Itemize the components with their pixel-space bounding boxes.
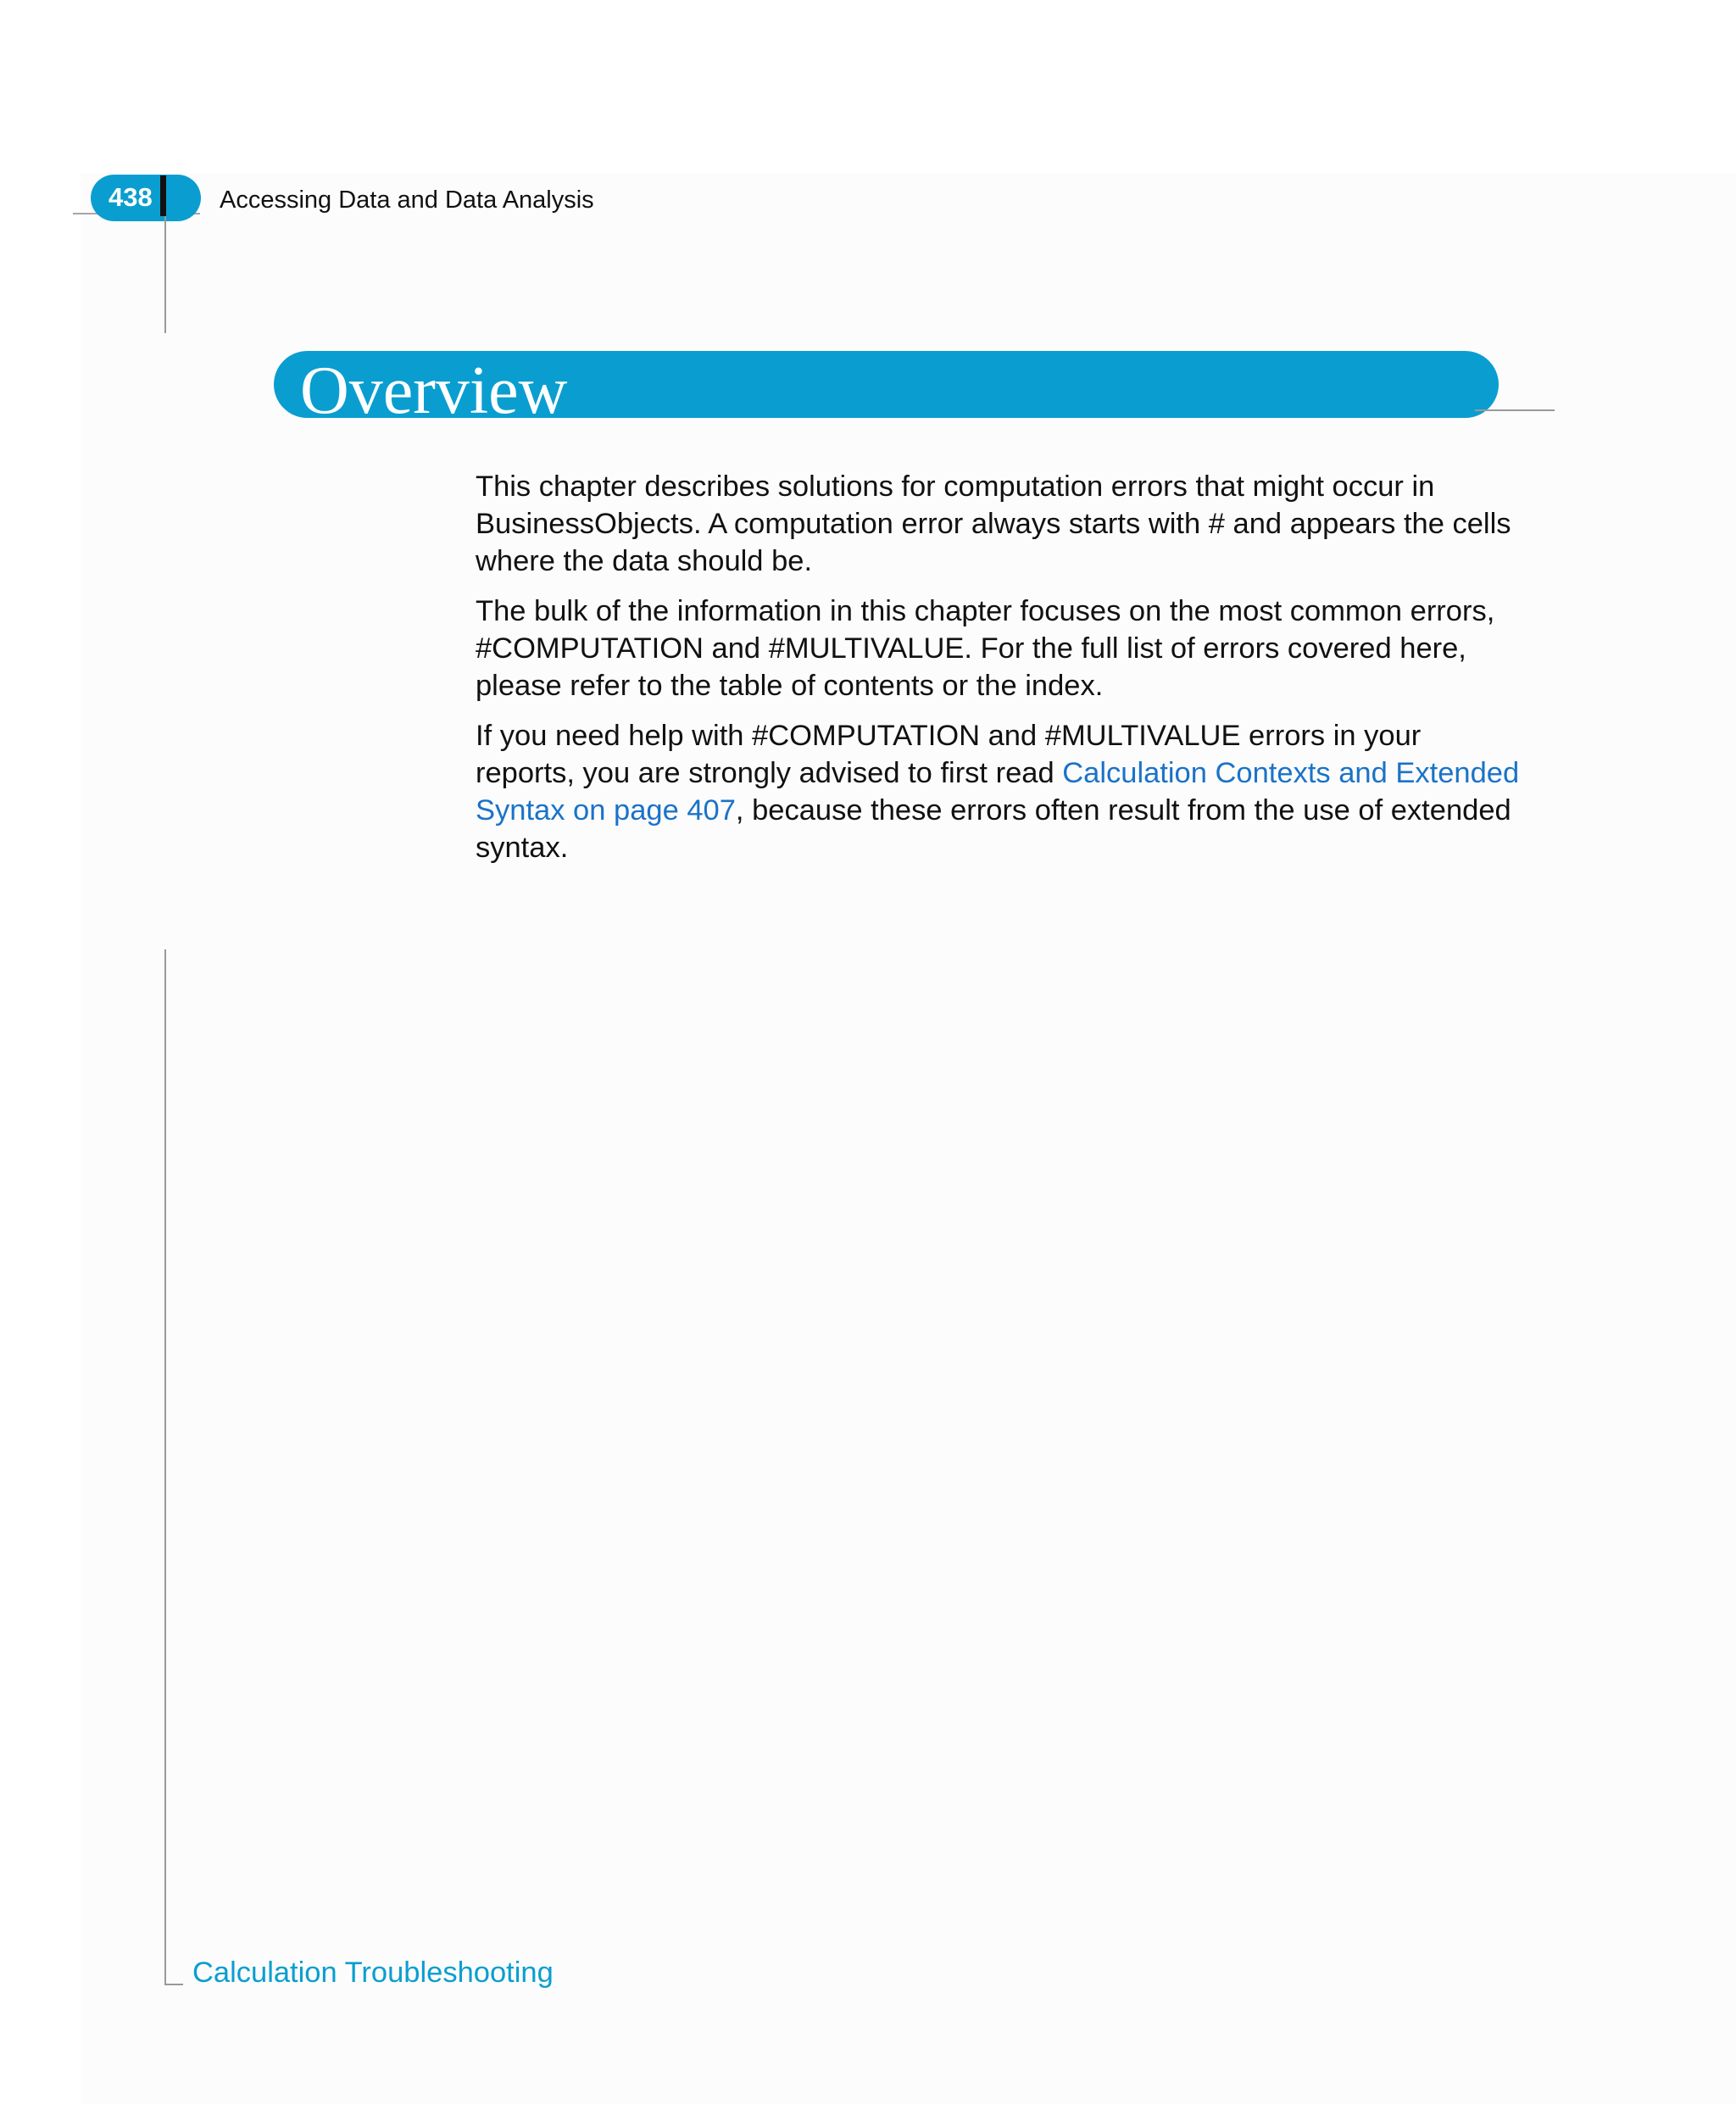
page-background [81, 174, 1736, 2104]
paragraph-line: This chapter describes solutions for computation errors that might occur in [476, 470, 1435, 503]
margin-rule-top [164, 216, 166, 333]
running-header-title: Accessing Data and Data Analysis [220, 186, 594, 214]
paragraph-line [476, 754, 1561, 792]
section-banner-rule [1475, 409, 1555, 411]
section-title: Overview [300, 353, 568, 428]
paragraph [476, 468, 1561, 580]
paragraph-line: The bulk of the information in this chapter focuses on the most common errors, [476, 595, 1495, 627]
paragraph-line: If you need help with #COMPUTATION and #MULTIVALUE errors in your [476, 720, 1422, 752]
body-text [476, 468, 1561, 879]
page-number-divider [160, 175, 166, 216]
paragraph-line: syntax. [476, 832, 569, 864]
footer-rule [164, 1984, 183, 1985]
paragraph-line [476, 792, 1561, 829]
margin-rule-bottom [164, 949, 166, 1985]
cross-reference-link-continued[interactable]: Syntax on page 407 [476, 794, 736, 827]
page-number: 438 [108, 182, 153, 212]
paragraph-line: please refer to the table of contents or the index. [476, 670, 1104, 702]
running-footer-chapter-title: Calculation Troubleshooting [192, 1956, 554, 1989]
paragraph [476, 593, 1561, 704]
paragraph [476, 717, 1561, 866]
paragraph-text: reports, you are strongly advised to first read [476, 757, 1063, 789]
paragraph-line: BusinessObjects. A computation error always starts with # and appears the cells [476, 508, 1511, 540]
cross-reference-link[interactable]: Calculation Contexts and Extended [1062, 757, 1520, 789]
paragraph-line: where the data should be. [476, 545, 813, 577]
paragraph-line: #COMPUTATION and #MULTIVALUE. For the full list of errors covered here, [476, 632, 1466, 665]
paragraph-text: , because these errors often result from the use of extended [735, 794, 1511, 827]
